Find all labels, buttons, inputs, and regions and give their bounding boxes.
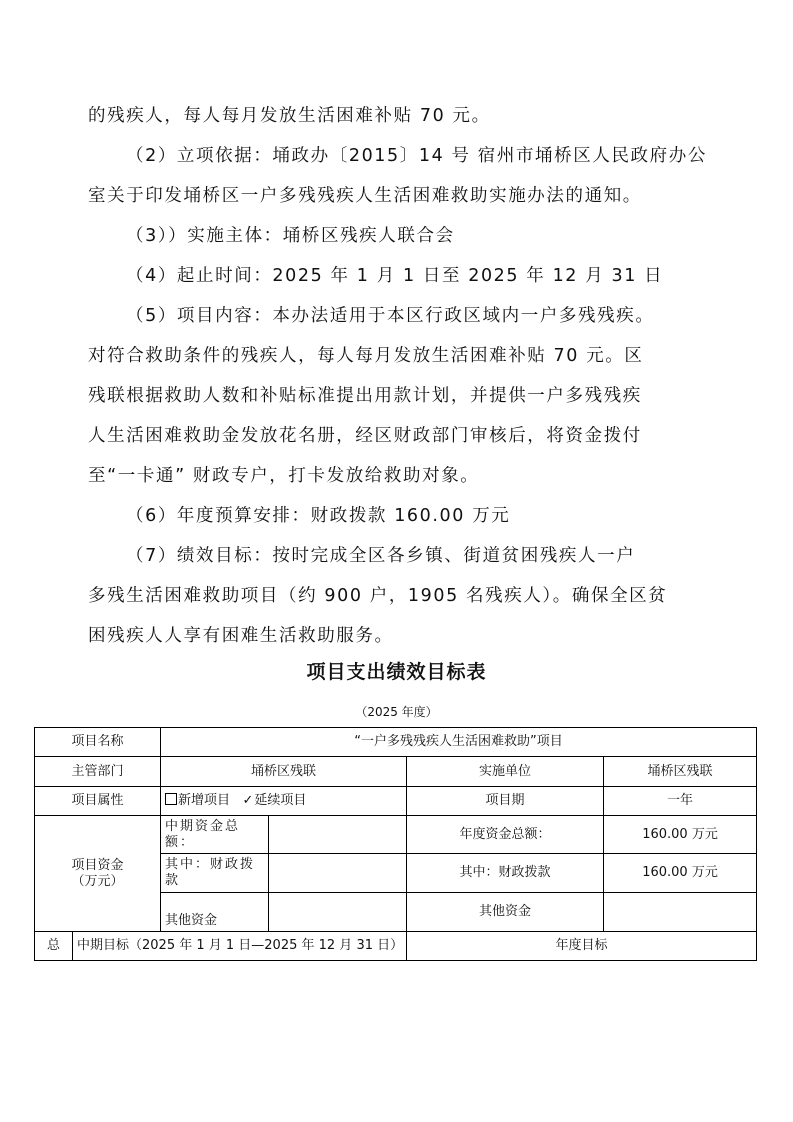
checkmark-icon: ✓ bbox=[242, 793, 254, 808]
checkbox-empty-icon bbox=[165, 793, 177, 805]
paragraph-line: 对符合救助条件的残疾人，每人每月发放生活困难补贴 70 元。区 bbox=[88, 346, 644, 366]
paragraph-line: 人生活困难救助金发放花名册，经区财政部门审核后，将资金拨付 bbox=[88, 426, 642, 446]
paragraph-line: （2）立项依据：埇政办〔2015〕14 号 宿州市埇桥区人民政府办公 bbox=[126, 146, 707, 166]
project-name-value: “一户多残残疾人生活困难救助”项目 bbox=[161, 728, 757, 757]
attr-new: 新增项目 bbox=[178, 793, 231, 808]
overall-label: 总 bbox=[35, 932, 73, 961]
mid-other-value bbox=[269, 893, 407, 932]
paragraph-line: （7）绩效目标：按时完成全区各乡镇、街道贫困残疾人一户 bbox=[126, 546, 636, 566]
table-row bbox=[35, 816, 757, 854]
mid-other-label: 其他资金 bbox=[161, 893, 269, 932]
paragraph-line: 多残生活困难救助项目（约 900 户，1905 名残疾人）。确保全区贫 bbox=[88, 586, 668, 606]
annual-total-label: 年度资金总额： bbox=[407, 816, 604, 854]
annual-other-value bbox=[604, 893, 757, 932]
paragraph-line: 困残疾人人享有困难生活救助服务。 bbox=[88, 626, 394, 646]
mid-fiscal-label: 其中：财政拨款 bbox=[161, 854, 269, 893]
mid-fiscal-value bbox=[269, 854, 407, 893]
performance-goal-table bbox=[34, 727, 757, 961]
dept-value: 埇桥区残联 bbox=[161, 757, 407, 787]
table-year: （2025 年度） bbox=[355, 705, 438, 719]
attr-options bbox=[161, 787, 407, 816]
mid-total-value bbox=[269, 816, 407, 854]
table-row bbox=[35, 757, 757, 787]
annual-goal-label: 年度目标 bbox=[407, 932, 757, 961]
annual-total-value: 160.00 万元 bbox=[604, 816, 757, 854]
attr-continuing: 延续项目 bbox=[254, 793, 307, 808]
period-label: 项目期 bbox=[407, 787, 604, 816]
paragraph-line: 残联根据救助人数和补贴标准提出用款计划，并提供一户多残残疾 bbox=[88, 386, 642, 406]
mid-total-label: 中期资金总额： bbox=[161, 816, 269, 854]
impl-unit-label: 实施单位 bbox=[407, 757, 604, 787]
funds-label-unit: （万元） bbox=[71, 873, 124, 889]
table-row bbox=[35, 932, 757, 961]
period-value: 一年 bbox=[604, 787, 757, 816]
paragraph-line: （5）项目内容：本办法适用于本区行政区域内一户多残残疾。 bbox=[126, 306, 655, 326]
annual-fiscal-label: 其中：财政拨款 bbox=[407, 854, 604, 893]
table-title: 项目支出绩效目标表 bbox=[306, 661, 487, 683]
paragraph-line: 的残疾人，每人每月发放生活困难补贴 70 元。 bbox=[88, 106, 491, 126]
annual-other-label: 其他资金 bbox=[407, 893, 604, 932]
mid-goal-label: 中期目标（2025 年 1 月 1 日—2025 年 12 月 31 日） bbox=[73, 932, 407, 961]
impl-unit-value: 埇桥区残联 bbox=[604, 757, 757, 787]
dept-label: 主管部门 bbox=[35, 757, 161, 787]
paragraph-line: （3））实施主体：埇桥区残疾人联合会 bbox=[126, 226, 455, 246]
funds-label-line: 项目资金 bbox=[71, 857, 124, 873]
paragraph-line: 至“一卡通” 财政专户，打卡发放给救助对象。 bbox=[88, 466, 480, 486]
attr-label: 项目属性 bbox=[35, 787, 161, 816]
funds-label bbox=[35, 816, 161, 932]
table-row bbox=[35, 728, 757, 757]
paragraph-line: （6）年度预算安排：财政拨款 160.00 万元 bbox=[126, 506, 511, 526]
annual-fiscal-value: 160.00 万元 bbox=[604, 854, 757, 893]
paragraph-line: 室关于印发埇桥区一户多残残疾人生活困难救助实施办法的通知。 bbox=[88, 186, 642, 206]
table-row bbox=[35, 787, 757, 816]
body-text bbox=[88, 96, 718, 656]
project-name-label: 项目名称 bbox=[35, 728, 161, 757]
paragraph-line: （4）起止时间：2025 年 1 月 1 日至 2025 年 12 月 31 日 bbox=[126, 266, 664, 286]
